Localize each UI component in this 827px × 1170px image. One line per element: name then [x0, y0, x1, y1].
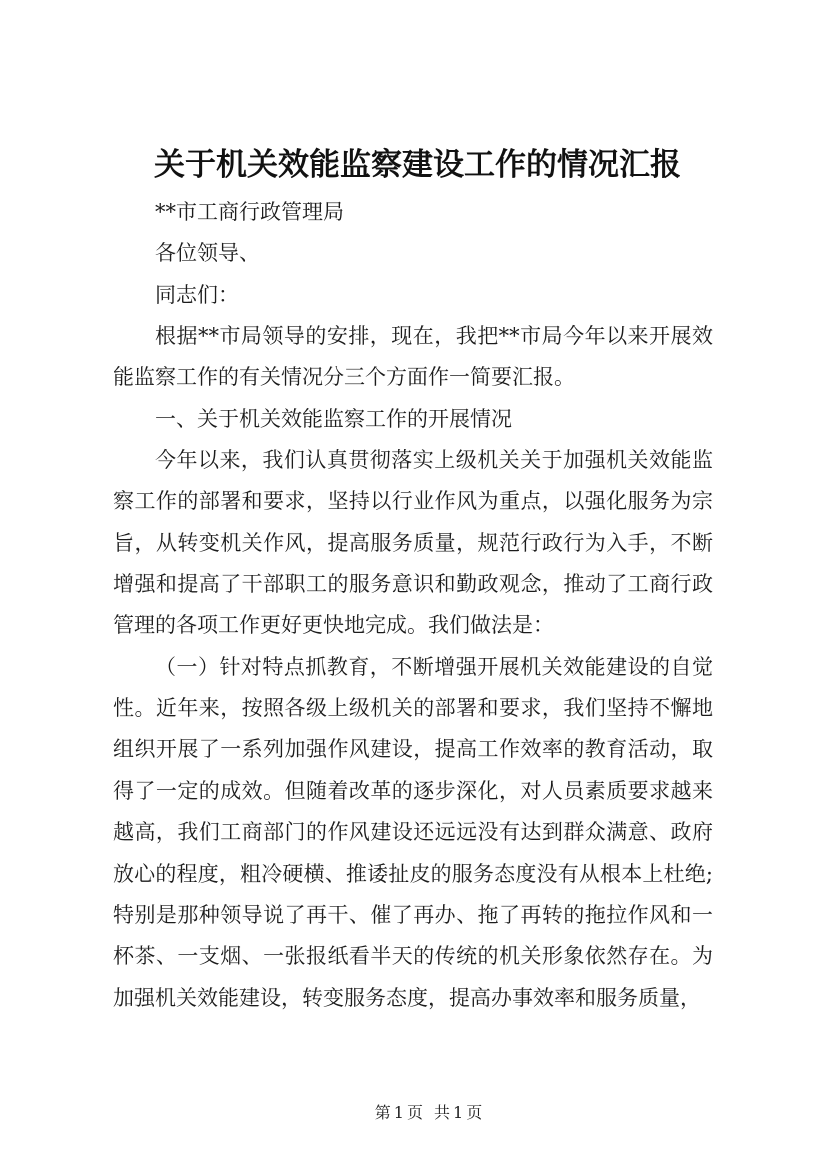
salutation-comrades: 同志们：: [155, 282, 239, 307]
salutation-leaders: 各位领导、: [155, 241, 260, 266]
author-unit: **市工商行政管理局: [155, 200, 344, 224]
page-number-footer: 第1页 共1页: [374, 1103, 486, 1122]
body-paragraph: 今年以来，我们认真贯彻落实上级机关关于加强机关效能监察工作的部署和要求，坚持以行业作风为重点，以强化服务为宗旨，从转变机关作风，提高服务质量，规范行政行为入手，不断增强和提高了干部职工的服务意识和勤政观念，推动了工商行政管理的各项工作更好更快地完成。我们做法是：: [113, 448, 713, 638]
document-title: 关于机关效能监察建设工作的情况汇报: [154, 147, 681, 183]
intro-paragraph: 根据**市局领导的安排，现在，我把**市局今年以来开展效能监察工作的有关情况分三个方面作一简要汇报。: [113, 324, 713, 390]
section-heading: 一、关于机关效能监察工作的开展情况: [155, 406, 512, 431]
document-body: [113, 192, 713, 1019]
body-paragraph: （一）针对特点抓教育，不断增强开展机关效能建设的自觉性。近年来，按照各级上级机关的部署和要求，我们坚持不懈地组织开展了一系列加强作风建设，提高工作效率的教育活动，取得了一定的成效。但随着改革的逐步深化，对人员素质要求越来越高，我们工商部门的作风建设还远远没有达到群众满意、政府放心的程度，粗冷硬横、推诿扯皮的服务态度没有从根本上杜绝;特别是那种领导说了再干、催了再办、拖了再转的拖拉作风和一杯茶、一支烟、一张报纸看半天的传统的机关形象依然存在。为加强机关效能建设，转变服务态度，提高办事效率和服务质量，: [113, 654, 713, 1010]
